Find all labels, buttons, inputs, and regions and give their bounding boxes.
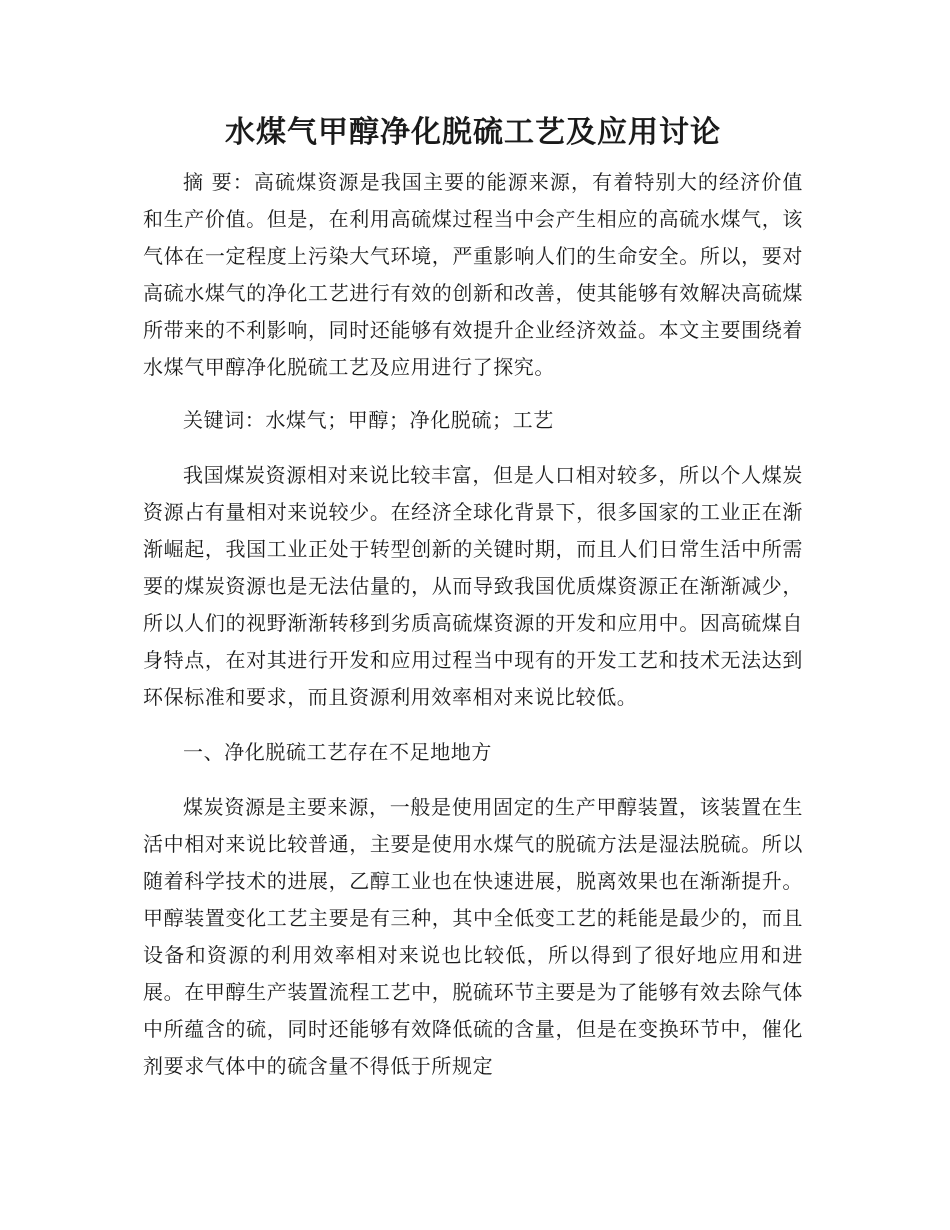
document-page — [143, 112, 803, 1085]
abstract-paragraph: 摘 要：高硫煤资源是我国主要的能源来源，有着特别大的经济价值和生产价值。但是，在利用高硫煤过程当中会产生相应的高硫水煤气，该气体在一定程度上污染大气环境，严重影响人们的生命安全。所以，要对高硫水煤气的净化工艺进行有效的创新和改善，使其能够有效解决高硫煤所带来的不利影响，同时还能够有效提升企业经济效益。本文主要围绕着水煤气甲醇净化脱硫工艺及应用进行了探究。 — [143, 170, 803, 379]
document-title: 水煤气甲醇净化脱硫工艺及应用讨论 — [225, 115, 721, 150]
section-paragraph: 煤炭资源是主要来源，一般是使用固定的生产甲醇装置，该装置在生活中相对来说比较普通，主要是使用水煤气的脱硫方法是湿法脱硫。所以随着科学技术的进展，乙醇工业也在快速进展，脱离效果也在渐渐提升。甲醇装置变化工艺主要是有三种，其中全低变工艺的耗能是最少的，而且设备和资源的利用效率相对来说也比较低，所以得到了很好地应用和进展。在甲醇生产装置流程工艺中，脱硫环节主要是为了能够有效去除气体中所蕴含的硫，同时还能够有效降低硫的含量，但是在变换环节中，催化剂要求气体中的硫含量不得低于所规定 — [143, 795, 803, 1078]
intro-paragraph: 我国煤炭资源相对来说比较丰富，但是人口相对较多，所以个人煤炭资源占有量相对来说较少。在经济全球化背景下，很多国家的工业正在渐渐崛起，我国工业正处于转型创新的关键时期，而且人们日常生活中所需要的煤炭资源也是无法估量的，从而导致我国优质煤资源正在渐渐减少，所以人们的视野渐渐转移到劣质高硫煤资源的开发和应用中。因高硫煤自身特点，在对其进行开发和应用过程当中现有的开发工艺和技术无法达到环保标准和要求，而且资源利用效率相对来说比较低。 — [143, 463, 803, 709]
keywords-line: 关键词：水煤气；甲醇；净化脱硫；工艺 — [183, 408, 554, 432]
section-heading: 一、净化脱硫工艺存在不足地地方 — [183, 740, 492, 764]
